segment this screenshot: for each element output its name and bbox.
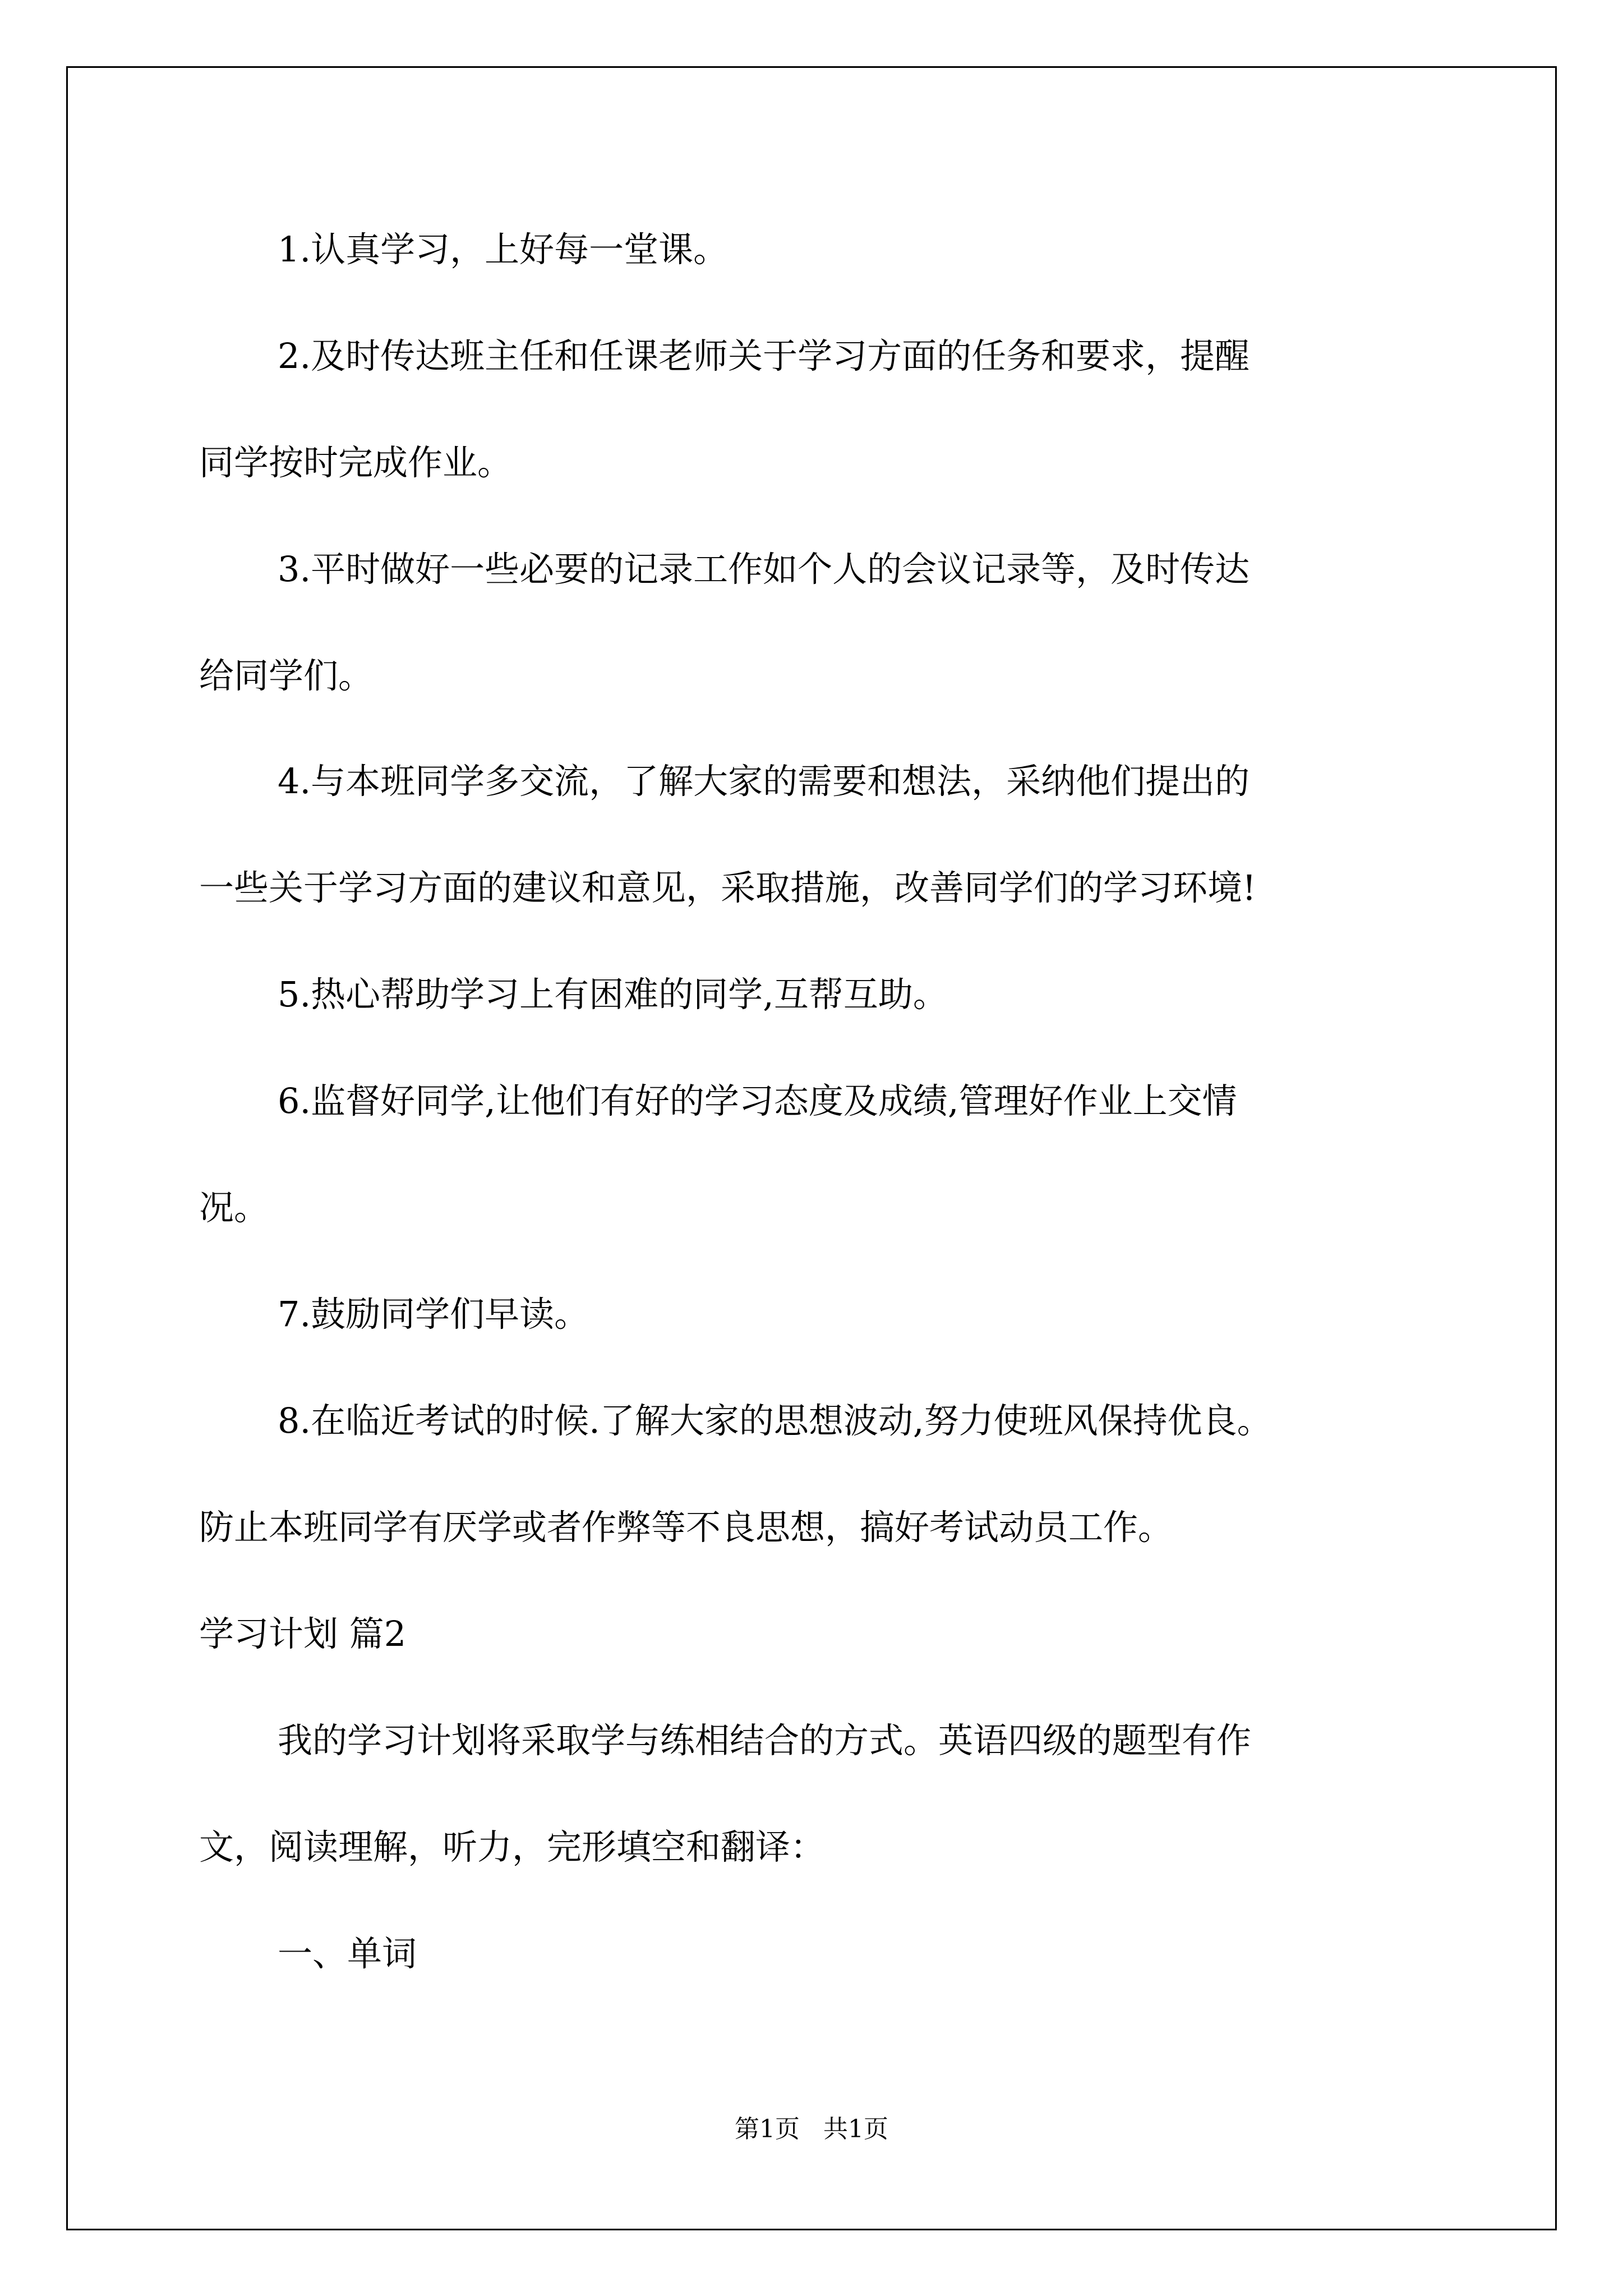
paragraph-item-4-line-2: 一些关于学习方面的建议和意见，采取措施，改善同学们的学习环境! bbox=[199, 867, 1256, 908]
paragraph-item-2-line-1: 2.及时传达班主任和任课老师关于学习方面的任务和要求，提醒 bbox=[278, 335, 1250, 376]
section-heading: 学习计划 篇2 bbox=[199, 1613, 407, 1654]
paragraph-item-8-line-1: 8.在临近考试的时候.了解大家的思想波动,努力使班风保持优良。 bbox=[278, 1400, 1272, 1441]
paragraph-item-6-line-1: 6.监督好同学,让他们有好的学习态度及成绩,管理好作业上交情 bbox=[278, 1080, 1237, 1121]
paragraph-item-4-line-1: 4.与本班同学多交流，了解大家的需要和想法，采纳他们提出的 bbox=[278, 761, 1250, 802]
paragraph-item-3-line-1: 3.平时做好一些必要的记录工作如个人的会议记录等，及时传达 bbox=[278, 549, 1250, 590]
paragraph-item-7-line: 7.鼓励同学们早读。 bbox=[278, 1294, 589, 1335]
paragraph-item-5-line: 5.热心帮助学习上有困难的同学,互帮互助。 bbox=[278, 974, 948, 1015]
page-footer bbox=[0, 2114, 1623, 2145]
paragraph-item-8-line-2: 防止本班同学有厌学或者作弊等不良思想，搞好考试动员工作。 bbox=[199, 1507, 1173, 1548]
intro-paragraph-line-1: 我的学习计划将采取学与练相结合的方式。英语四级的题型有作 bbox=[278, 1720, 1252, 1761]
paragraph-item-6-line-2: 况。 bbox=[199, 1187, 269, 1228]
subheading-vocabulary: 一、单词 bbox=[278, 1933, 417, 1974]
paragraph-item-1-line: 1.认真学习，上好每一堂课。 bbox=[278, 229, 728, 270]
page-number-total: 共1页 bbox=[823, 2115, 888, 2143]
page-number-current: 第1页 bbox=[735, 2115, 800, 2143]
intro-paragraph-line-2: 文，阅读理解，听力，完形填空和翻译： bbox=[199, 1826, 826, 1867]
paragraph-item-2-line-2: 同学按时完成作业。 bbox=[199, 442, 513, 483]
page-border bbox=[66, 66, 1557, 2230]
paragraph-item-3-line-2: 给同学们。 bbox=[199, 655, 374, 696]
